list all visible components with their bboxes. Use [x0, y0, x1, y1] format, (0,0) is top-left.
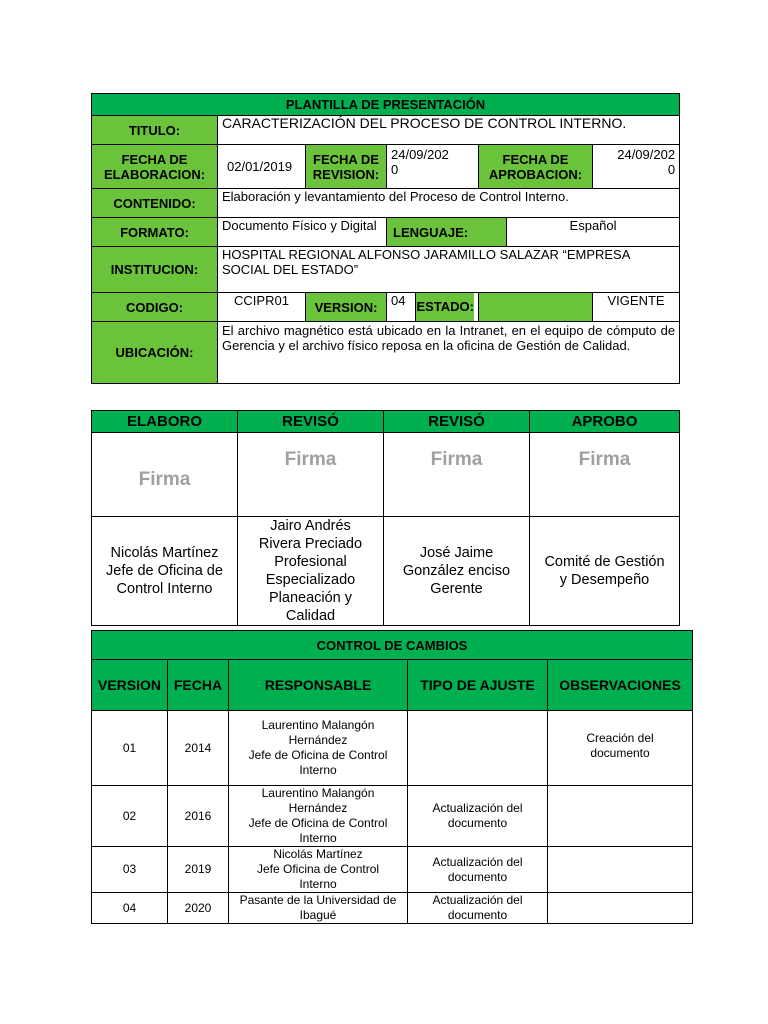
row-observaciones: Creación del documento: [548, 711, 693, 786]
row-tipo: Actualización del documento: [408, 847, 548, 893]
lenguaje-label: LENGUAJE:: [387, 218, 507, 247]
row-fecha: 2019: [168, 847, 229, 893]
estado-label-fill: [479, 293, 593, 322]
control-header: CONTROL DE CAMBIOS: [92, 631, 693, 660]
col-observaciones: OBSERVACIONES: [548, 660, 693, 711]
row-observaciones: [548, 786, 693, 847]
table-row: [92, 786, 693, 847]
signer-name: Jairo Andrés Rivera Preciado Profesional Especializado Planeación y Calidad: [238, 517, 384, 626]
table-row: [92, 893, 693, 924]
firma-header-reviso-1: REVISÓ: [238, 411, 384, 433]
titulo-value: CARACTERIZACIÓN DEL PROCESO DE CONTROL INTERNO.: [218, 116, 680, 145]
row-observaciones: [548, 893, 693, 924]
row-tipo: Actualización del documento: [408, 893, 548, 924]
firma-header-aprobo: APROBO: [530, 411, 680, 433]
control-cambios-table: [91, 630, 693, 924]
plantilla-header: PLANTILLA DE PRESENTACIÓN: [92, 94, 680, 116]
estado-value: VIGENTE: [593, 293, 680, 322]
col-tipo-ajuste: TIPO DE AJUSTE: [408, 660, 548, 711]
fecha-revision-label: FECHA DE REVISION:: [306, 145, 387, 189]
row-fecha: 2014: [168, 711, 229, 786]
contenido-value: Elaboración y levantamiento del Proceso de Control Interno.: [218, 189, 680, 218]
contenido-label: CONTENIDO:: [92, 189, 218, 218]
formato-value: Documento Físico y Digital: [218, 218, 387, 247]
col-fecha: FECHA: [168, 660, 229, 711]
titulo-label: TITULO:: [92, 116, 218, 145]
version-value: 04: [387, 293, 416, 321]
ubicacion-label: UBICACIÓN:: [92, 322, 218, 384]
firma-header-reviso-2: REVISÓ: [384, 411, 530, 433]
version-label: VERSION:: [306, 293, 387, 322]
row-responsable: Laurentino Malangón Hernández Jefe de Oficina de Control Interno: [229, 786, 408, 847]
fecha-aprobacion-value: 24/09/202 0: [593, 145, 680, 189]
codigo-label: CODIGO:: [92, 293, 218, 322]
row-fecha: 2016: [168, 786, 229, 847]
signer-name: Nicolás Martínez Jefe de Oficina de Control Interno: [92, 517, 238, 626]
row-version: 01: [92, 711, 168, 786]
row-responsable: Nicolás Martínez Jefe Oficina de Control Interno: [229, 847, 408, 893]
table-row: [92, 847, 693, 893]
col-responsable: RESPONSABLE: [229, 660, 408, 711]
plantilla-table: [91, 93, 680, 384]
signer-name: Comité de Gestión y Desempeño: [530, 517, 680, 626]
formato-label: FORMATO:: [92, 218, 218, 247]
firma-header-elaboro: ELABORO: [92, 411, 238, 433]
firma-placeholder: Firma: [384, 433, 530, 517]
firmas-table: [91, 410, 680, 626]
firma-placeholder: Firma: [92, 433, 238, 517]
table-row: [92, 711, 693, 786]
version-cell: [387, 293, 479, 322]
row-fecha: 2020: [168, 893, 229, 924]
estado-label: ESTADO:: [416, 293, 474, 321]
row-observaciones: [548, 847, 693, 893]
fecha-aprobacion-label: FECHA DE APROBACION:: [479, 145, 593, 189]
row-version: 02: [92, 786, 168, 847]
fecha-revision-value: 24/09/202 0: [387, 145, 479, 189]
lenguaje-value: Español: [507, 218, 680, 247]
ubicacion-value: El archivo magnético está ubicado en la Intranet, en el equipo de cómputo de Gerencia y el archivo físico reposa en la oficina de Gestión de Calidad.: [218, 322, 680, 384]
row-version: 04: [92, 893, 168, 924]
row-responsable: Pasante de la Universidad de Ibagué: [229, 893, 408, 924]
row-tipo: Actualización del documento: [408, 786, 548, 847]
row-responsable: Laurentino Malangón Hernández Jefe de Oficina de Control Interno: [229, 711, 408, 786]
codigo-value: CCIPR01: [218, 293, 306, 322]
fecha-elaboracion-label: FECHA DE ELABORACION:: [92, 145, 218, 189]
signer-name: José Jaime González enciso Gerente: [384, 517, 530, 626]
institucion-value: HOSPITAL REGIONAL ALFONSO JARAMILLO SALAZAR “EMPRESA SOCIAL DEL ESTADO”: [218, 247, 680, 293]
fecha-elaboracion-value: 02/01/2019: [218, 145, 306, 189]
firma-placeholder: Firma: [530, 433, 680, 517]
firma-placeholder: Firma: [238, 433, 384, 517]
row-version: 03: [92, 847, 168, 893]
row-tipo: [408, 711, 548, 786]
col-version: VERSION: [92, 660, 168, 711]
institucion-label: INSTITUCION:: [92, 247, 218, 293]
